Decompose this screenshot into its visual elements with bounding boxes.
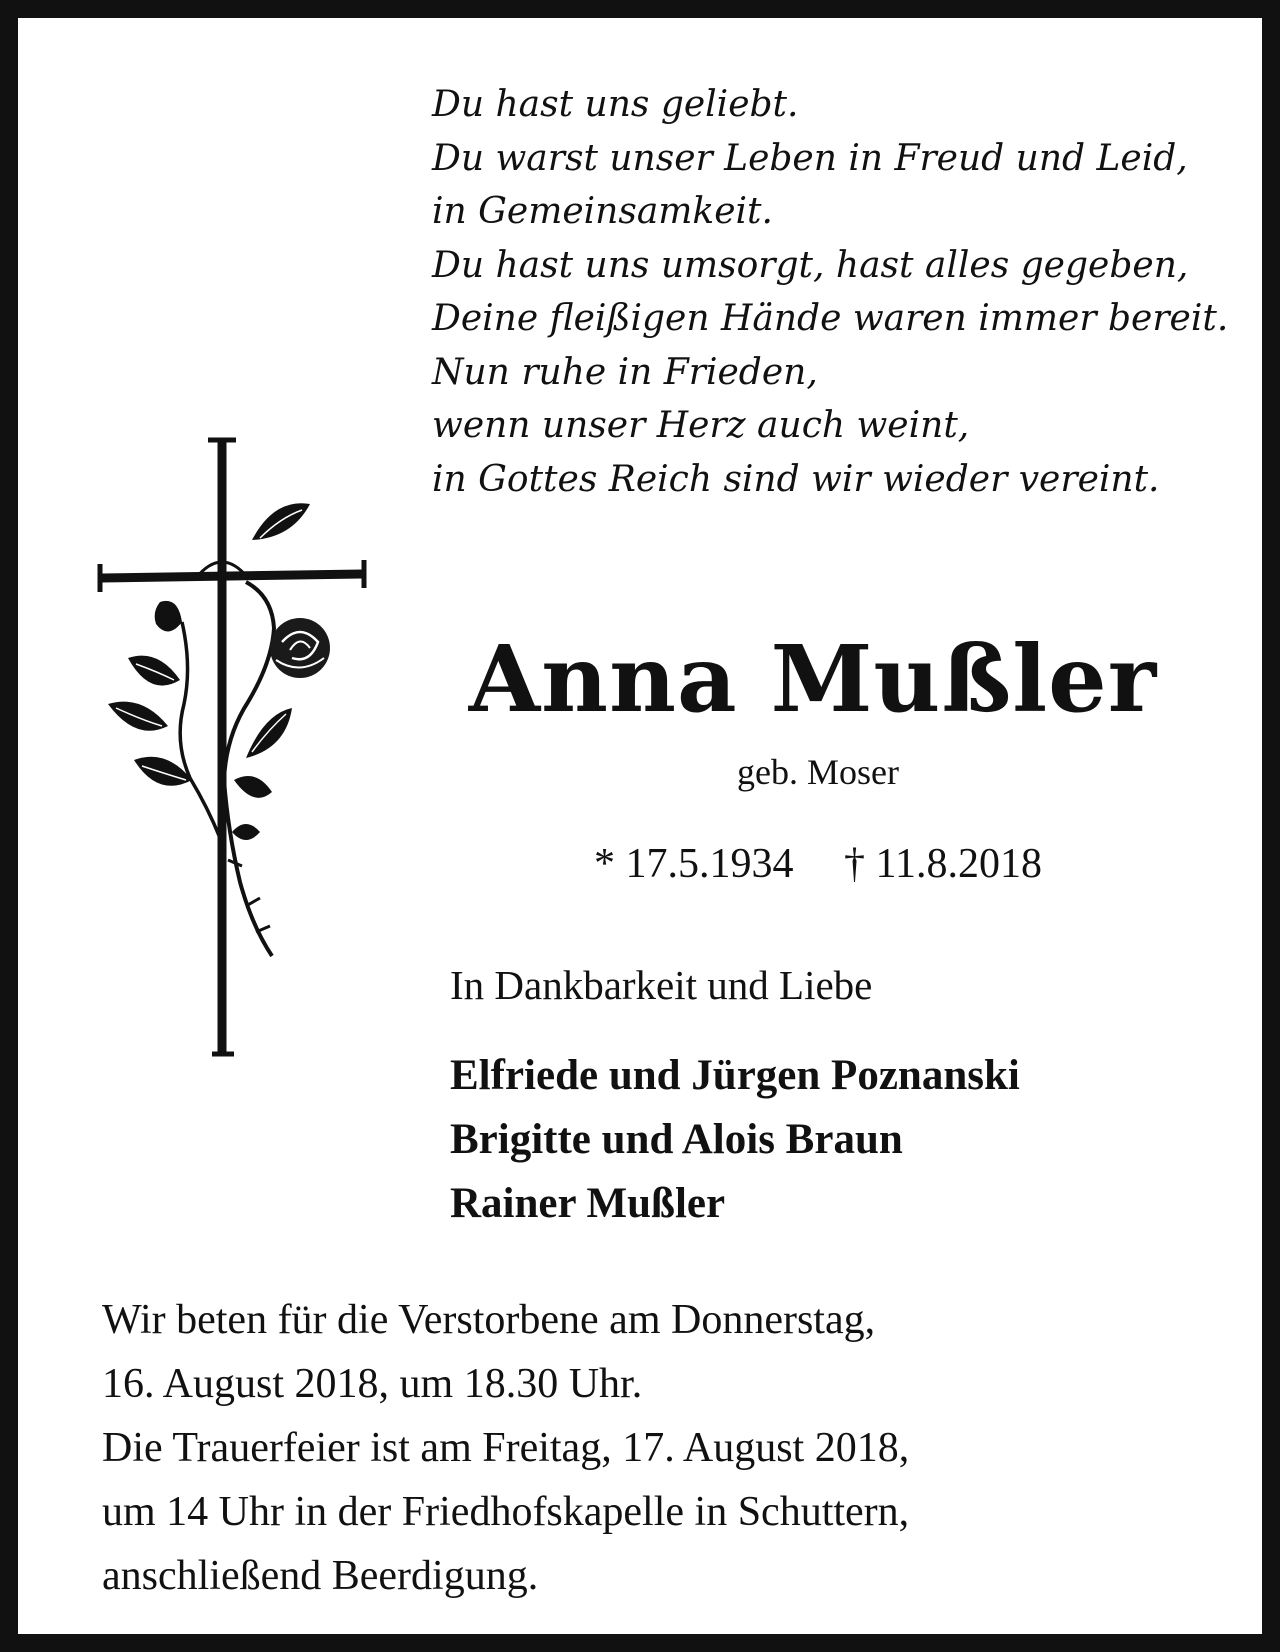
poem-line: Du hast uns geliebt. bbox=[432, 84, 799, 125]
family-member: Brigitte und Alois Braun bbox=[450, 1116, 903, 1163]
notice-line: 16. August 2018, um 18.30 Uhr. bbox=[102, 1361, 643, 1407]
poem-line: Nun ruhe in Frieden, bbox=[432, 351, 818, 393]
deceased-name: Anna Mußler bbox=[468, 625, 1158, 733]
family-list bbox=[450, 1044, 1020, 1236]
notice-line: anschließend Beerdigung. bbox=[102, 1553, 539, 1599]
poem-line: in Gemeinsamkeit. bbox=[432, 191, 773, 232]
birth-date: * 17.5.1934 bbox=[594, 841, 794, 887]
family-member: Rainer Mußler bbox=[450, 1180, 726, 1227]
thanks-line: In Dankbarkeit und Liebe bbox=[450, 962, 873, 1008]
cross-with-rose-icon bbox=[96, 436, 376, 1076]
poem-line: Du hast uns umsorgt, hast alles gegeben, bbox=[432, 244, 1189, 286]
poem-line: wenn unser Herz auch weint, bbox=[432, 405, 970, 446]
service-notice bbox=[102, 1288, 909, 1608]
death-date: † 11.8.2018 bbox=[844, 841, 1042, 887]
notice-line: um 14 Uhr in der Friedhofskapelle in Schuttern, bbox=[102, 1489, 910, 1535]
poem bbox=[432, 78, 1228, 506]
life-dates bbox=[558, 836, 1078, 892]
family-member: Elfriede und Jürgen Poznanski bbox=[450, 1052, 1020, 1099]
notice-line: Die Trauerfeier ist am Freitag, 17. August 2018, bbox=[102, 1425, 910, 1471]
poem-line: Du warst unser Leben in Freud und Leid, bbox=[432, 137, 1188, 179]
notice-line: Wir beten für die Verstorbene am Donnerstag, bbox=[102, 1297, 876, 1343]
maiden-name: geb. Moser bbox=[737, 752, 899, 792]
poem-line: Deine fleißigen Hände waren immer bereit. bbox=[432, 298, 1229, 339]
poem-line: in Gottes Reich sind wir wieder vereint. bbox=[432, 458, 1160, 500]
